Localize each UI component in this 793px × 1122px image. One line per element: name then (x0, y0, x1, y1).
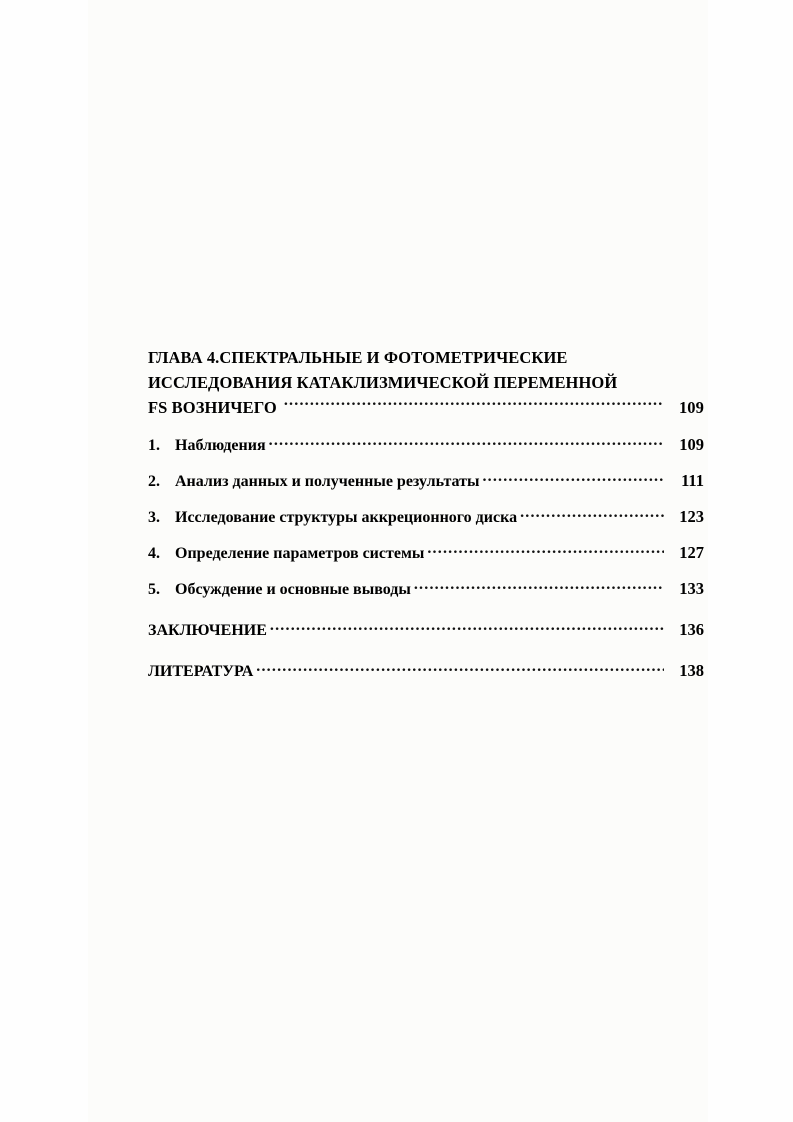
toc-entry-label: Обсуждение и основные выводы (175, 581, 411, 598)
toc-entry-number: 2. (148, 473, 160, 490)
dot-leader (270, 619, 664, 635)
toc-entry-page: 111 (681, 471, 704, 490)
chapter-heading (148, 345, 704, 420)
dot-leader (414, 578, 664, 594)
toc-entry-page: 138 (679, 661, 704, 680)
chapter-heading-line-1: ГЛАВА 4.СПЕКТРАЛЬНЫЕ И ФОТОМЕТРИЧЕСКИЕ (148, 348, 568, 367)
toc-entry-label: Анализ данных и полученные результаты (175, 473, 480, 490)
toc-entry-page: 123 (679, 507, 704, 526)
toc-entry-label: Исследование структуры аккреционного диска (175, 509, 518, 526)
table-of-contents (148, 345, 704, 696)
dot-leader (269, 434, 664, 450)
toc-entry-label: Определение параметров системы (175, 545, 425, 562)
dot-leader (482, 470, 664, 486)
toc-entry-3[interactable] (148, 506, 704, 527)
toc-entry-1[interactable] (148, 434, 704, 455)
toc-entry-number: 3. (148, 509, 160, 526)
chapter-page-number: 109 (678, 398, 704, 417)
toc-entry-number: 4. (148, 545, 160, 562)
toc-entry-5[interactable] (148, 578, 704, 599)
toc-entry-label: ЗАКЛЮЧЕНИЕ (148, 622, 267, 639)
chapter-heading-line-3 (148, 395, 704, 420)
toc-entry-page: 133 (679, 579, 704, 598)
toc-entry-page: 127 (679, 543, 704, 562)
chapter-heading-line-2: ИССЛЕДОВАНИЯ КАТАКЛИЗМИЧЕСКОЙ ПЕРЕМЕННОЙ (148, 373, 618, 392)
toc-entry-page: 109 (679, 435, 704, 454)
toc-entry-4[interactable] (148, 542, 704, 563)
toc-entry-page: 136 (679, 620, 704, 639)
toc-entry-number: 5. (148, 581, 160, 598)
toc-entry-number: 1. (148, 437, 160, 454)
toc-entry-2[interactable] (148, 470, 704, 491)
toc-entry-label: Наблюдения (175, 437, 266, 454)
chapter-heading-text: FS ВОЗНИЧЕГО (148, 398, 277, 417)
toc-entry-conclusion[interactable] (148, 619, 704, 640)
dot-leader (284, 397, 664, 414)
dot-leader (520, 506, 664, 522)
dot-leader (256, 660, 664, 676)
dot-leader (427, 542, 664, 558)
toc-entry-references[interactable] (148, 660, 704, 681)
toc-entry-label: ЛИТЕРАТУРА (148, 663, 254, 680)
